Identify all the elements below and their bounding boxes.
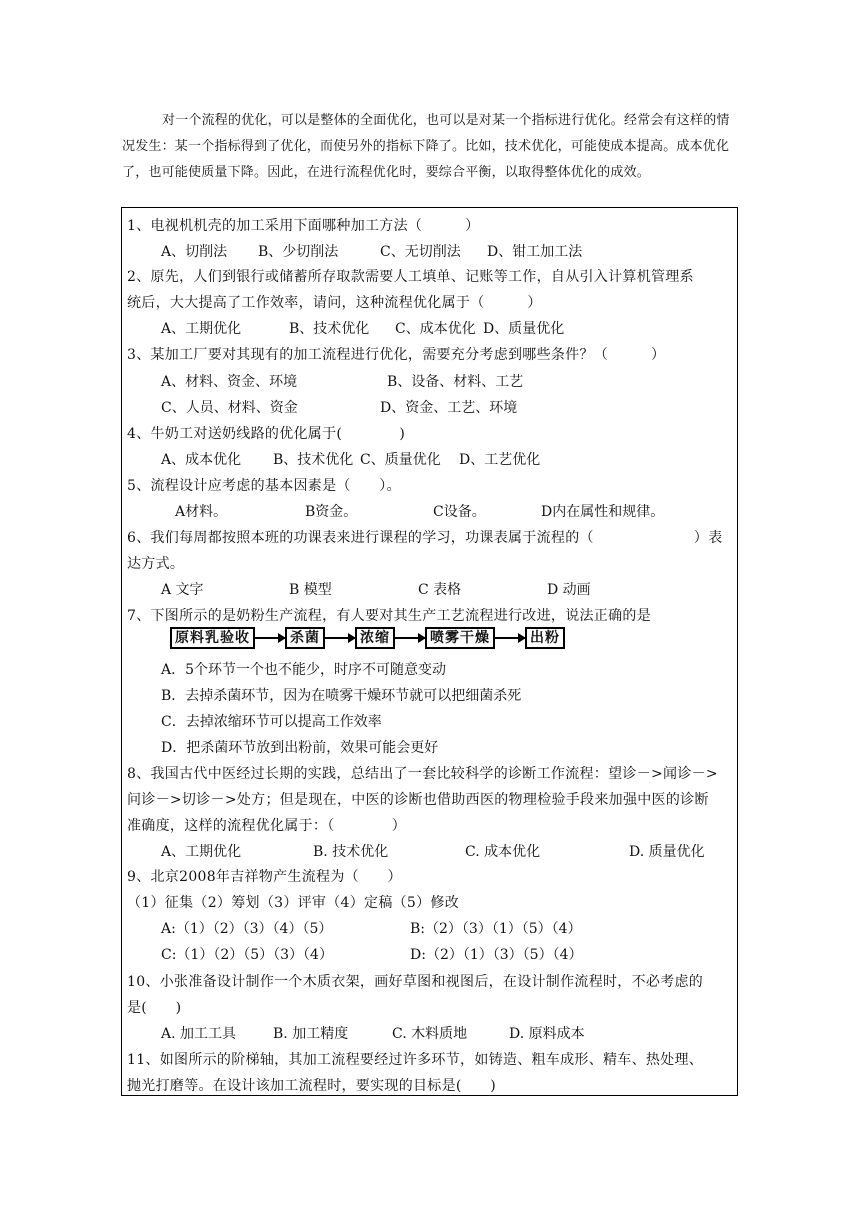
q7-option-b: B．去掉杀菌环节，因为在喷雾干燥环节就可以把细菌杀死	[161, 688, 522, 704]
q6-stem-line1: 6、我们每周都按照本班的功课表来进行课程的学习，功课表属于流程的（ ）表	[127, 530, 723, 546]
flow-arrow-icon	[255, 637, 285, 639]
q1-option-b: B、少切削法	[258, 244, 339, 260]
q2-option-d: D、质量优化	[483, 321, 565, 337]
flow-arrow-icon	[395, 637, 425, 639]
flow-step-raw-milk: 原料乳验收	[170, 627, 255, 649]
q4-option-a: A、成本优化	[161, 452, 242, 468]
q5-option-a: A材料。	[175, 504, 228, 520]
q1-option-a: A、切削法	[161, 244, 228, 260]
q5-option-b: B资金。	[305, 504, 358, 520]
q5-option-c: C设备。	[433, 504, 486, 520]
q5-option-d: D内在属性和规律。	[541, 504, 665, 520]
q10-option-b: B. 加工精度	[273, 1026, 349, 1042]
q10-option-d: D. 原料成本	[509, 1026, 585, 1042]
q10-stem-line2: 是( )	[127, 1000, 182, 1016]
flow-step-sterilize: 杀菌	[285, 627, 325, 649]
q9-option-c: C:（1）（2）（5）（3）（4）	[161, 947, 333, 963]
q1-stem: 1、电视机机壳的加工采用下面哪种加工方法（ ）	[127, 218, 480, 234]
q7-option-c: C．去掉浓缩环节可以提高工作效率	[161, 714, 382, 730]
q9-stem: 9、北京2008年吉祥物产生流程为（ ）	[127, 869, 402, 885]
q3-option-c: C、人员、材料、资金	[161, 400, 298, 416]
q1-option-c: C、无切削法	[380, 244, 461, 260]
q10-option-c: C. 木料质地	[392, 1026, 468, 1042]
q7-stem: 7、下图所示的是奶粉生产流程，有人要对其生产工艺流程进行改进，说法正确的是	[127, 608, 652, 624]
q3-option-b: B、设备、材料、工艺	[387, 374, 524, 390]
q7-option-d: D．把杀菌环节放到出粉前，效果可能会更好	[161, 740, 439, 756]
flow-step-concentrate: 浓缩	[355, 627, 395, 649]
q10-option-a: A. 加工工具	[161, 1026, 237, 1042]
q3-option-d: D、资金、工艺、环境	[380, 400, 518, 416]
q4-option-d: D、工艺优化	[459, 452, 541, 468]
q6-option-d: D 动画	[547, 582, 591, 598]
q7-option-a: A．5个环节一个也不能少，时序不可随意变动	[161, 662, 447, 678]
q5-stem: 5、流程设计应考虑的基本因素是（ ）。	[127, 478, 401, 494]
intro-paragraph: 对一个流程的优化，可以是整体的全面优化，也可以是对某一个指标进行优化。经常会有这样的情况发生：某一个指标得到了优化，而使另外的指标下降了。比如，技术优化，可能使成本提高。成本优化了，也可能使质量下降。因此，在进行流程优化时，要综合平衡，以取得整体优化的成效。	[122, 113, 730, 180]
q4-stem: 4、牛奶工对送奶线路的优化属于( )	[127, 426, 406, 442]
q2-option-c: C、成本优化	[395, 321, 476, 337]
q2-stem-line1: 2、原先，人们到银行或储蓄所存取款需要人工填单、记账等工作，自从引入计算机管理系	[127, 269, 694, 285]
q3-option-a: A、材料、资金、环境	[161, 374, 298, 390]
q6-stem-line2: 达方式。	[127, 556, 185, 572]
q10-stem-line1: 10、小张准备设计制作一个木质衣架，画好草图和视图后，在设计制作流程时，不必考虑的	[127, 974, 704, 990]
q8-option-c: C. 成本优化	[465, 844, 541, 860]
q8-option-d: D. 质量优化	[629, 844, 705, 860]
flow-arrow-icon	[495, 637, 525, 639]
q9-option-a: A:（1）（2）（3）（4）（5）	[161, 921, 333, 937]
q8-option-b: B. 技术优化	[313, 844, 389, 860]
q3-stem: 3、某加工厂要对其现有的加工流程进行优化，需要充分考虑到哪些条件？（ ）	[127, 347, 666, 363]
q2-option-b: B、技术优化	[289, 321, 370, 337]
q4-option-b: B、技术优化	[273, 452, 354, 468]
flow-arrow-icon	[325, 637, 355, 639]
milk-powder-flowchart	[170, 627, 565, 649]
q4-option-c: C、质量优化	[360, 452, 441, 468]
q9-steps: （1）征集（2）筹划（3）评审（4）定稿（5）修改	[127, 895, 460, 911]
q6-option-a: A 文字	[161, 582, 204, 598]
q11-stem-line2: 抛光打磨等。在设计该加工流程时，要实现的目标是( )	[127, 1078, 497, 1094]
q1-option-d: D、钳工加工法	[487, 244, 583, 260]
flow-step-spray-dry: 喷雾干燥	[425, 627, 495, 649]
q9-option-d: D:（2）（1）（3）（5）（4）	[410, 947, 583, 963]
q2-stem-line2: 统后，大大提高了工作效率，请问，这种流程优化属于（ ）	[127, 295, 542, 311]
q8-stem-line1: 8、我国古代中医经过长期的实践，总结出了一套比较科学的诊断工作流程：望诊－>闻诊－>	[127, 766, 718, 782]
q6-option-b: B 模型	[289, 582, 332, 598]
q11-stem-line1: 11、如图所示的阶梯轴，其加工流程要经过许多环节，如铸造、粗车成形、精车、热处理、	[127, 1052, 704, 1068]
q8-stem-line2: 问诊－>切诊－>处方；但是现在，中医的诊断也借助西医的物理检验手段来加强中医的诊断	[127, 792, 709, 808]
q8-option-a: A、工期优化	[161, 844, 242, 860]
q2-option-a: A、工期优化	[161, 321, 242, 337]
q6-option-c: C 表格	[418, 582, 462, 598]
q8-stem-line3: 准确度，这样的流程优化属于：（ ）	[127, 818, 406, 834]
flow-step-output: 出粉	[525, 627, 565, 649]
q9-option-b: B:（2）（3）（1）（5）（4）	[410, 921, 582, 937]
